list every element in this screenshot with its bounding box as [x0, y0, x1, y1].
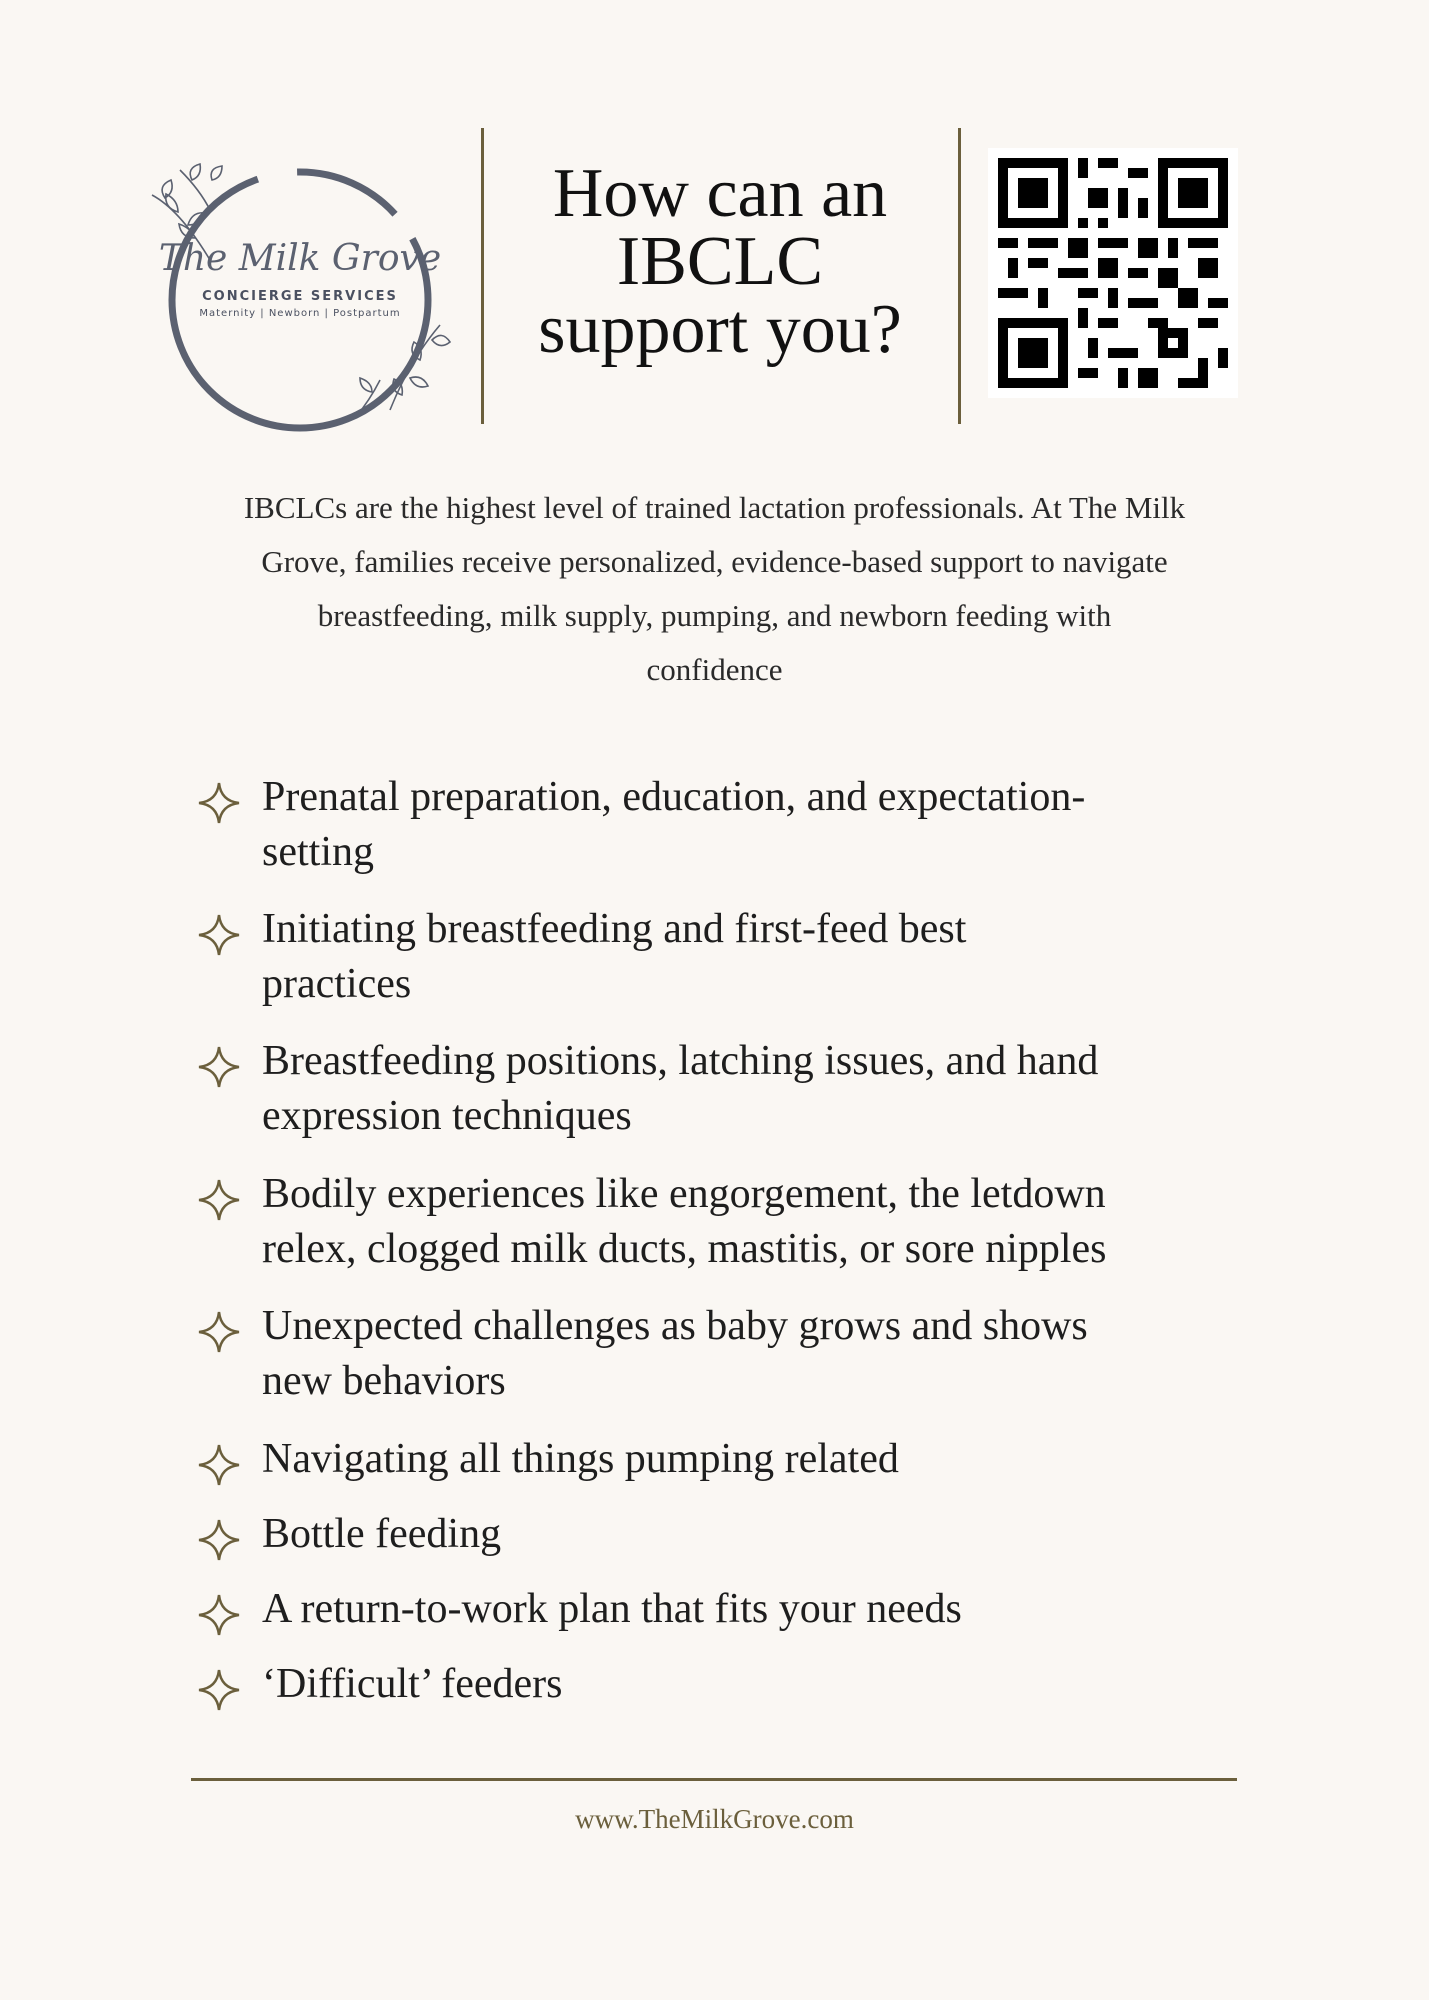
footer-divider [191, 1778, 1237, 1781]
four-point-star-icon [196, 780, 242, 826]
divider-right [958, 128, 961, 424]
four-point-star-icon [196, 1667, 242, 1713]
title-line-3: support you? [538, 291, 902, 368]
four-point-star-icon [196, 1309, 242, 1355]
intro-line: Grove, families receive personalized, evidence-based support to navigate [261, 544, 1168, 579]
list-item-text: practices [262, 961, 412, 1007]
divider-left [481, 128, 484, 424]
list-item-text: Bottle feeding [262, 1511, 502, 1557]
list-item-text: A return-to-work plan that fits your needs [262, 1586, 962, 1632]
list-item-text: setting [262, 829, 374, 875]
list-item-text: relex, clogged milk ducts, mastitis, or sore nipples [262, 1226, 1107, 1272]
list-item-text: Unexpected challenges as baby grows and shows [262, 1303, 1088, 1349]
four-point-star-icon [196, 1177, 242, 1223]
title-line-1: How can an [552, 155, 888, 232]
four-point-star-icon [196, 1517, 242, 1563]
logo-name: The Milk Grove [158, 238, 442, 279]
website-link[interactable]: www.TheMilkGrove.com [575, 1804, 854, 1834]
intro-paragraph [100, 481, 1329, 697]
logo [140, 150, 460, 440]
intro-line: confidence [646, 652, 783, 687]
header [0, 0, 1429, 440]
list-item-text: expression techniques [262, 1093, 632, 1139]
list-item-text: Prenatal preparation, education, and expectation- [262, 774, 1086, 820]
list-item-text: Navigating all things pumping related [262, 1436, 899, 1482]
intro-line: IBCLCs are the highest level of trained lactation professionals. At The Milk [243, 490, 1186, 525]
intro-line: breastfeeding, milk supply, pumping, and newborn feeding with [317, 598, 1112, 633]
four-point-star-icon [196, 1592, 242, 1638]
title-line-2: IBCLC [616, 223, 824, 300]
four-point-star-icon [196, 1044, 242, 1090]
list-item-text: Bodily experiences like engorgement, the letdown [262, 1171, 1106, 1217]
qr-code-icon[interactable] [988, 148, 1238, 398]
list-item-text: Initiating breastfeeding and first-feed best [262, 906, 967, 952]
list-item-text: Breastfeeding positions, latching issues, and hand [262, 1038, 1099, 1084]
list-item-text: new behaviors [262, 1358, 506, 1404]
four-point-star-icon [196, 1442, 242, 1488]
four-point-star-icon [196, 912, 242, 958]
logo-tagline: Maternity | Newborn | Postpartum [199, 308, 401, 319]
list-item-text: ‘Difficult’ feeders [262, 1661, 563, 1707]
page-title [490, 155, 950, 368]
logo-subtitle: CONCIERGE SERVICES [202, 289, 398, 304]
